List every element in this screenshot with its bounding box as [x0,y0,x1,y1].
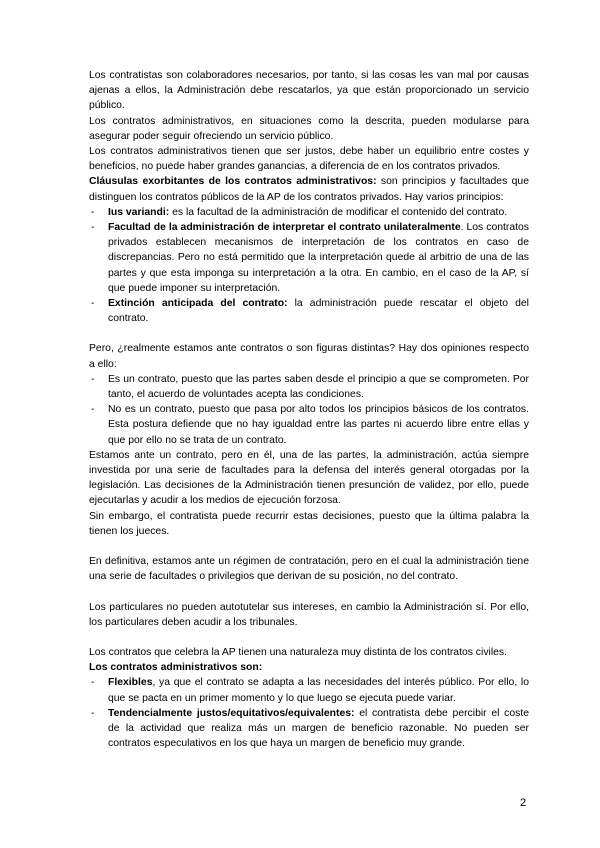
list-item [91,675,529,705]
opiniones-list [89,372,529,448]
list-item-text: el contratista debe percibir el coste de la actividad que realiza más un margen de beneficio razonable. No pueden ser contratos especulativos en los que haya un margen de beneficio muy grande. [108,707,529,750]
list-item [91,706,529,752]
principios-list [89,205,529,327]
paragraph: Los contratos que celebra la AP tienen una naturaleza muy distinta de los contratos civiles. [89,646,507,658]
paragraph: Los particulares no pueden autotutelar sus intereses, en cambio la Administración sí. Por ello, los particulares deben acudir a los tribunales. [89,601,529,628]
bold-term: Extinción anticipada del contrato: [108,298,288,310]
list-item: - No es un contrato, puesto que pasa por alto todos los principios básicos de los contratos. Esta postura defiende que no hay igualdad entre las partes ni acuerdo libre entre ellas y que por ello no se trata de un contrato. [91,402,529,448]
list-item-text: la administración puede rescatar el objeto del contrato. [108,298,529,325]
list-item [91,296,529,326]
list-item: - Es un contrato, puesto que las partes saben desde el principio a que se comprometen. Por tanto, el acuerdo de voluntades acepta las condiciones. [91,372,529,402]
bold-term: Tendencialmente justos/equitativos/equivalentes: [108,707,355,719]
page-number: 2 [520,797,527,809]
bold-term: Ius variandi: [108,206,170,218]
paragraph: Los contratistas son colaboradores necesarios, por tanto, si las cosas les van mal por causas ajenas a ellos, la Administración debe rescatarlos, ya que están proporcionado un servicio público. [89,70,529,112]
list-item-text: , ya que el contrato se adapta a las necesidades del interés público. Por ello, lo que se pacta en un primer momento y lo que luego se ejecuta puede variar. [108,677,529,704]
bold-term: Facultad de la administración de interpretar el contrato unilateralmente [108,222,461,234]
list-item [91,220,529,296]
paragraph: Estamos ante un contrato, pero en él, una de las partes, la administración, actúa siempre investida por una serie de facultades para la defensa del interés general otorgadas por la legislación. Las decisiones de la Administración tienen presunción de validez, por ello, puede ejecutarlas y acudir a los medios de ejecución forzosa. [89,449,529,507]
paragraph-text: son principios y facultades que distinguen los contratos públicos de la AP de los contratos privados. Hay varios principios: [89,176,529,203]
list-item [91,205,529,220]
paragraph: Los contratos administrativos tienen que ser justos, debe haber un equilibrio entre costes y beneficios, no puede haber grandes ganancias, a diferencia de en los contratos privados. [89,146,529,173]
bold-term: Flexibles [108,677,153,689]
paragraph: Los contratos administrativos, en situaciones como la descrita, pueden modularse para asegurar poder seguir ofreciendo un servicio público. [89,115,529,142]
list-item-text: . Los contratos privados establecen mecanismos de interpretación de los contratos en caso de discrepancias. Pero no está permitido que la interpretación quede al arbitrio de una de las partes y que esta imponga su interpretación a la otra. En cambio, en el caso de la AP, sí que puede imponer su interpretación. [108,222,530,294]
paragraph [89,174,529,204]
paragraph: Sin embargo, el contratista puede recurrir estas decisiones, puesto que la última palabra la tienen los jueces. [89,510,529,537]
paragraph: Pero, ¿realmente estamos ante contratos o son figuras distintas? Hay dos opiniones respecto a ello: [89,343,529,370]
list-item-text: es la facultad de la administración de modificar el contenido del contrato. [169,206,508,218]
caracteristicas-list [89,675,529,751]
paragraph: En definitiva, estamos ante un régimen de contratación, pero en el cual la administración tiene una serie de facultades o privilegios que derivan de su posición, no del contrato. [89,556,529,583]
bold-term: Cláusulas exorbitantes de los contratos administrativos: [89,176,377,188]
document-body [89,68,529,751]
section-heading: Los contratos administrativos son: [89,662,263,674]
